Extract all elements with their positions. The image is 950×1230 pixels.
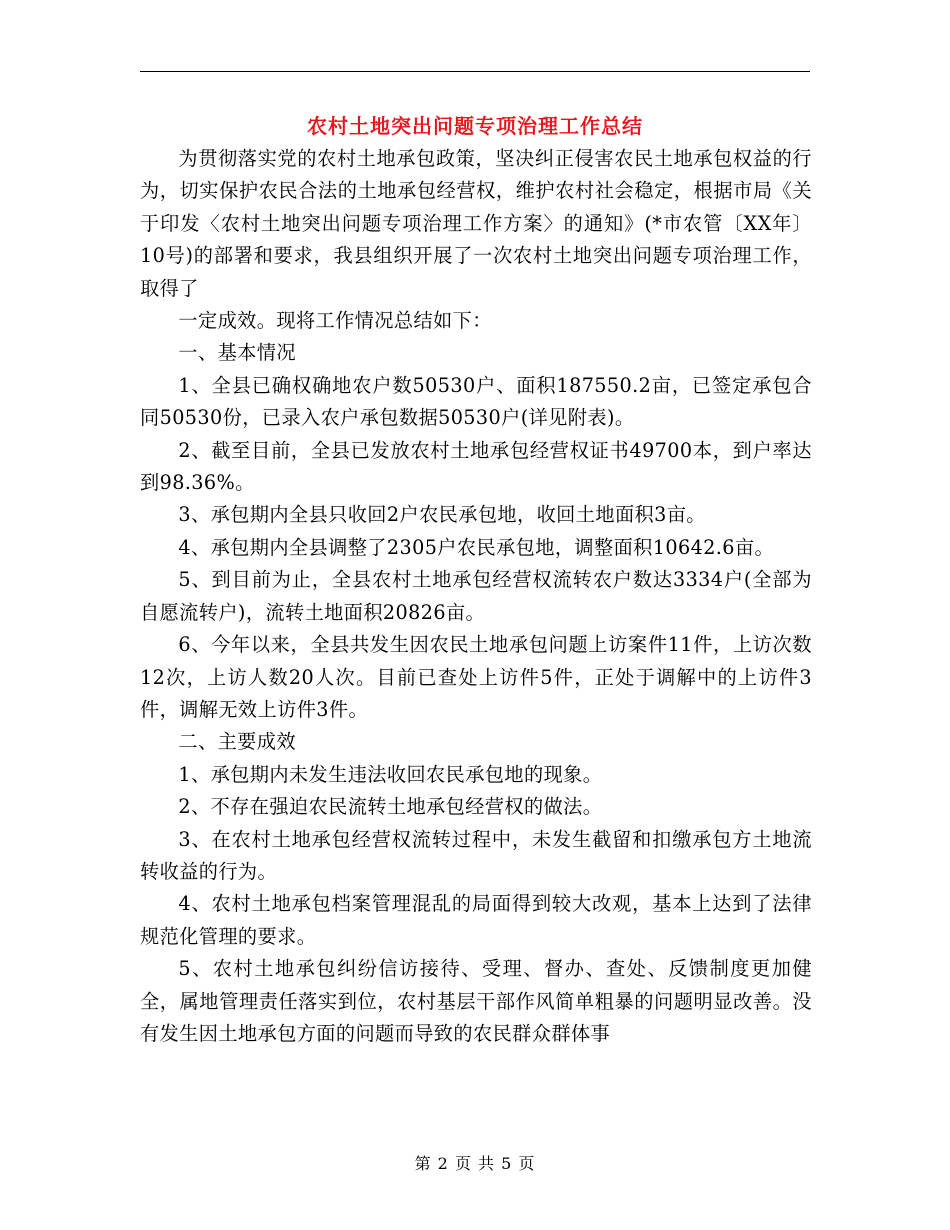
header-rule [140,71,810,72]
body-paragraph-item-2: 2、截至目前，全县已发放农村土地承包经营权证书49700本，到户率达到98.36%。 [140,438,812,495]
body-paragraph-result-4: 4、农村土地承包档案管理混乱的局面得到较大改观，基本上达到了法律规范化管理的要求。 [140,892,812,948]
body-paragraph-item-1: 1、全县已确权确地农户数50530户、面积187550.2亩，已签定承包合同50530份，已录入农户承包数据50530户(详见附表)。 [140,373,812,430]
body-paragraph-result-1: 1、承包期内未发生违法收回农民承包地的现象。 [178,762,603,786]
document-title: 农村土地突出问题专项治理工作总结 [307,114,643,138]
body-paragraph-item-4: 4、承包期内全县调整了2305户农民承包地，调整面积10642.6亩。 [178,535,775,559]
body-paragraph-intro-continued: 一定成效。现将工作情况总结如下： [178,309,492,333]
section-heading-main-results: 二、主要成效 [178,730,296,754]
document-body [140,143,812,1050]
section-heading-basic-situation: 一、基本情况 [178,341,296,365]
body-paragraph-result-3: 3、在农村土地承包经营权流转过程中，未发生截留和扣缴承包方土地流转收益的行为。 [140,827,812,883]
body-paragraph-result-5: 5、农村土地承包纠纷信访接待、受理、督办、查处、反馈制度更加健全，属地管理责任落实到位，农村基层干部作风简单粗暴的问题明显改善。没有发生因土地承包方面的问题而导致的农民群众群体事 [140,957,812,1045]
body-paragraph-item-3: 3、承包期内全县只收回2户农民承包地，收回土地面积3亩。 [178,503,706,527]
body-paragraph-result-2: 2、不存在强迫农民流转土地承包经营权的做法。 [178,795,603,819]
body-paragraph-item-5: 5、到目前为止，全县农村土地承包经营权流转农户数达3334户(全部为自愿流转户)，流转土地面积20826亩。 [140,568,812,624]
body-paragraph-item-6: 6、今年以来，全县共发生因农民土地承包问题上访案件11件，上访次数12次，上访人数20人次。目前已查处上访件5件，正处于调解中的上访件3件，调解无效上访件3件。 [140,633,812,721]
body-paragraph-intro: 为贯彻落实党的农村土地承包政策，坚决纠正侵害农民土地承包权益的行为，切实保护农民合法的土地承包经营权，维护农村社会稳定，根据市局《关于印发〈农村土地突出问题专项治理工作方案〉的通知》(*市农管〔XX年〕10号)的部署和要求，我县组织开展了一次农村土地突出问题专项治理工作，取得了 [140,147,812,300]
page-number: 第 2 页 共 5 页 [414,1154,536,1173]
